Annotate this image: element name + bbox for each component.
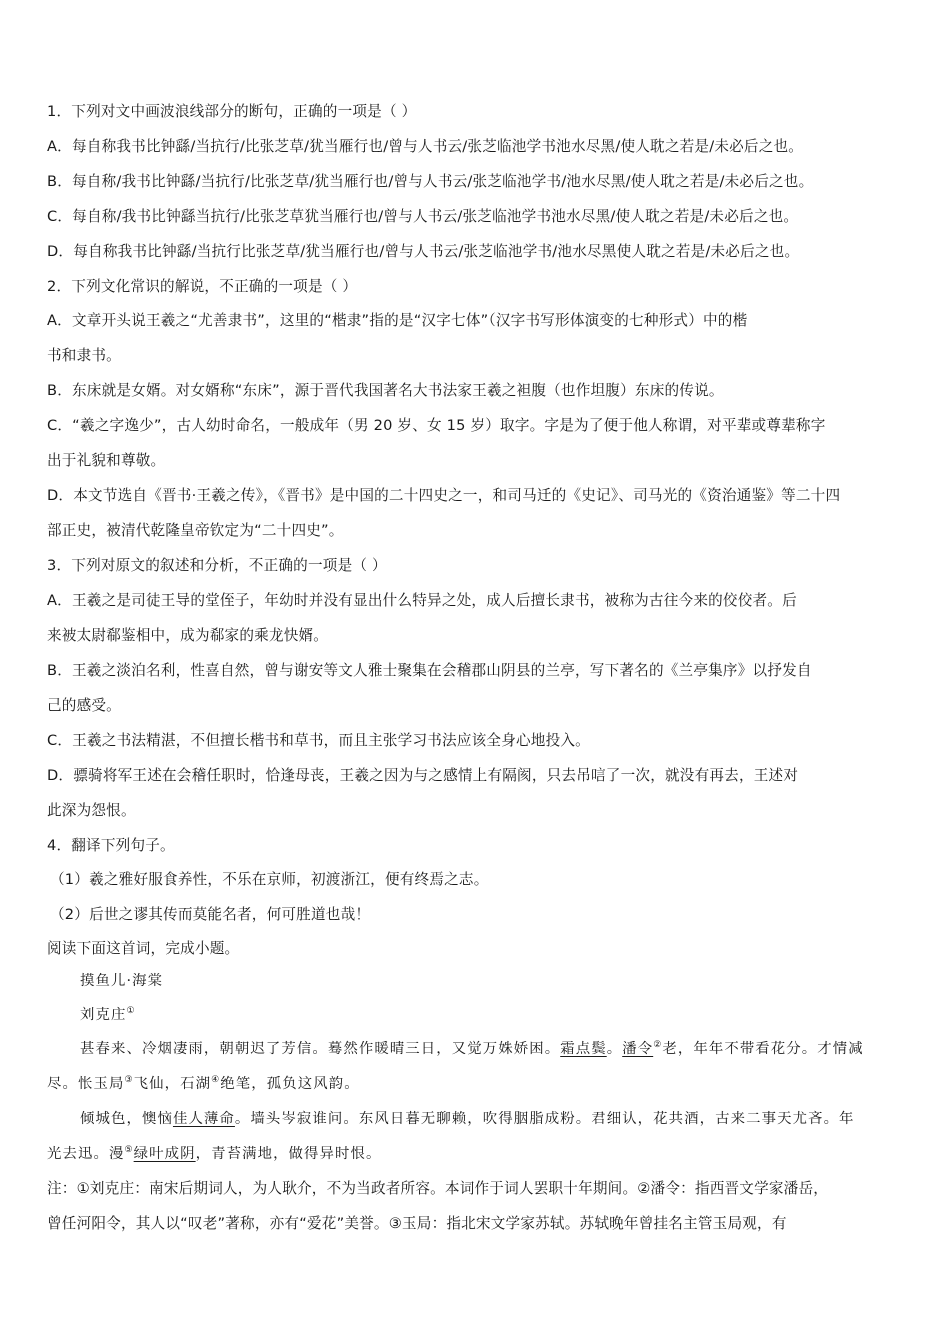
- q3-stem: 3．下列对原文的叙述和分析，不正确的一项是（ ）: [47, 557, 387, 574]
- poem-text: ，青苔满地，做得异时恨。: [195, 1146, 382, 1162]
- q1-option-a: A．每自称我书比钟繇/当抗行/比张芝草/犹当雁行也/曾与人书云/张芝临池学书池水尽黑/使人耽之若是/未必后之也。: [47, 138, 804, 155]
- poem-notes-cont: 曾任河阳令，其人以“叹老”著称，亦有“爱花”美誉。③玉局：指北宋文学家苏轼。苏轼晚年曾挂名主管玉局观，有: [47, 1215, 787, 1232]
- poem-text: 绝笔，孤负这风韵。: [220, 1076, 360, 1092]
- note-marker-3: ③: [124, 1075, 134, 1086]
- q2-option-d: D．本文节选自《晋书·王羲之传》，《晋书》是中国的二十四史之一，和司马迁的《史记》、司马光的《资治通鉴》等二十四: [47, 487, 841, 504]
- q3-option-a-cont: 来被太尉郗鉴相中，成为郗家的乘龙快婿。: [47, 627, 329, 644]
- q2-option-d-cont: 部正史，被清代乾隆皇帝钦定为“二十四史”。: [47, 522, 344, 539]
- q3-option-d-cont: 此深为怨恨。: [47, 802, 136, 819]
- q2-option-c: C．“羲之字逸少”，古人幼时命名，一般成年（男 20 岁、女 15 岁）取字。字是为了便于他人称谓，对平辈或尊辈称字: [47, 417, 826, 434]
- underlined-phrase: 佳人薄命: [172, 1111, 235, 1127]
- q3-option-b-cont: 己的感受。: [47, 697, 121, 714]
- q2-stem: 2．下列文化常识的解说，不正确的一项是（ ）: [47, 278, 358, 295]
- poem-text: 光去迅。漫: [47, 1146, 125, 1162]
- poem-text: 老，年年不带看花分。才情减: [662, 1041, 864, 1057]
- q4-sentence-1: （1）羲之雅好服食养性，不乐在京师，初渡浙江，便有终焉之志。: [50, 871, 489, 888]
- underlined-phrase: 霜点鬓: [560, 1041, 607, 1057]
- q2-option-b: B．东床就是女婿。对女婿称“东床”，源于晋代我国著名大书法家王羲之袒腹（也作坦腹）东床的传说。: [47, 382, 724, 399]
- underlined-phrase: 绿叶成阴: [133, 1146, 196, 1162]
- poem-notes: 注：①刘克庄：南宋后期词人，为人耿介，不为当政者所容。本词作于词人罢职十年期间。②潘令：指西晋文学家潘岳，: [47, 1180, 829, 1197]
- poem-text: 倾城色，懊恼: [80, 1111, 173, 1127]
- note-marker-5: ⑤: [124, 1145, 134, 1156]
- poem-stanza-1-line-2: [47, 1074, 360, 1094]
- poem-author: [80, 1005, 136, 1025]
- poem-text: 。墙头岑寂谁问。东风日暮无聊赖，吹得胭脂成粉。君细认，花共酒，古来二事天尤吝。年: [234, 1111, 855, 1127]
- poem-stanza-2-line-2: [47, 1144, 382, 1164]
- q3-option-b: B．王羲之淡泊名利，性喜自然，曾与谢安等文人雅士聚集在会稽郡山阴县的兰亭，写下著名的《兰亭集序》以抒发自: [47, 662, 812, 679]
- q1-option-c: C．每自称/我书比钟繇当抗行/比张芝草犹当雁行也/曾与人书云/张芝临池学书池水尽黑/使人耽之若是/未必后之也。: [47, 208, 799, 225]
- q2-option-a: A．文章开头说王羲之“尤善隶书”，这里的“楷隶”指的是“汉字七体”（汉字书写形体演变的七种形式）中的楷: [47, 312, 748, 329]
- poem-stanza-1-line-1: [80, 1039, 864, 1059]
- q2-option-a-cont: 书和隶书。: [47, 347, 121, 364]
- q3-option-d: D．骠骑将军王述在会稽任职时，恰逢母丧，王羲之因为与之感情上有隔阂，只去吊唁了一次，就没有再去，王述对: [47, 767, 799, 784]
- q2-option-c-cont: 出于礼貌和尊敬。: [47, 452, 166, 469]
- poem-title: 摸鱼儿·海棠: [80, 973, 164, 989]
- note-marker-1: ①: [126, 1006, 136, 1017]
- poem-text: 尽。怅玉局: [47, 1076, 125, 1092]
- q4-stem: 4．翻译下列句子。: [47, 837, 175, 854]
- q3-option-a: A．王羲之是司徒王导的堂侄子，年幼时并没有显出什么特异之处，成人后擅长隶书，被称为古往今来的佼佼者。后: [47, 592, 797, 609]
- poem-author-name: 刘克庄: [80, 1007, 127, 1023]
- underlined-phrase: 潘令: [622, 1041, 654, 1057]
- poem-text: 飞仙，石湖: [133, 1076, 212, 1092]
- q1-option-b: B．每自称/我书比钟繇/当抗行/比张芝草/犹当雁行也/曾与人书云/张芝临池学书/池水尽黑/使人耽之若是/未必后之也。: [47, 173, 814, 190]
- q1-stem: 1．下列对文中画波浪线部分的断句，正确的一项是（ ）: [47, 103, 417, 120]
- reading-instruction: 阅读下面这首词，完成小题。: [47, 940, 240, 957]
- poem-text: 。: [606, 1041, 623, 1057]
- poem-stanza-2-line-1: [80, 1109, 855, 1129]
- poem-text: 甚春来、冷烟凄雨，朝朝迟了芳信。蓦然作暖晴三日，又觉万姝娇困。: [80, 1041, 561, 1057]
- q4-sentence-2: （2）后世之谬其传而莫能名者，何可胜道也哉！: [50, 906, 371, 923]
- q3-option-c: C．王羲之书法精湛，不但擅长楷书和草书，而且主张学习书法应该全身心地投入。: [47, 732, 590, 749]
- note-marker-2: ②: [653, 1040, 663, 1051]
- q1-option-d: D．每自称我书比钟繇/当抗行比张芝草/犹当雁行也/曾与人书云/张芝临池学书/池水尽黑使人耽之若是/未必后之也。: [47, 243, 800, 260]
- note-marker-4: ④: [211, 1075, 221, 1086]
